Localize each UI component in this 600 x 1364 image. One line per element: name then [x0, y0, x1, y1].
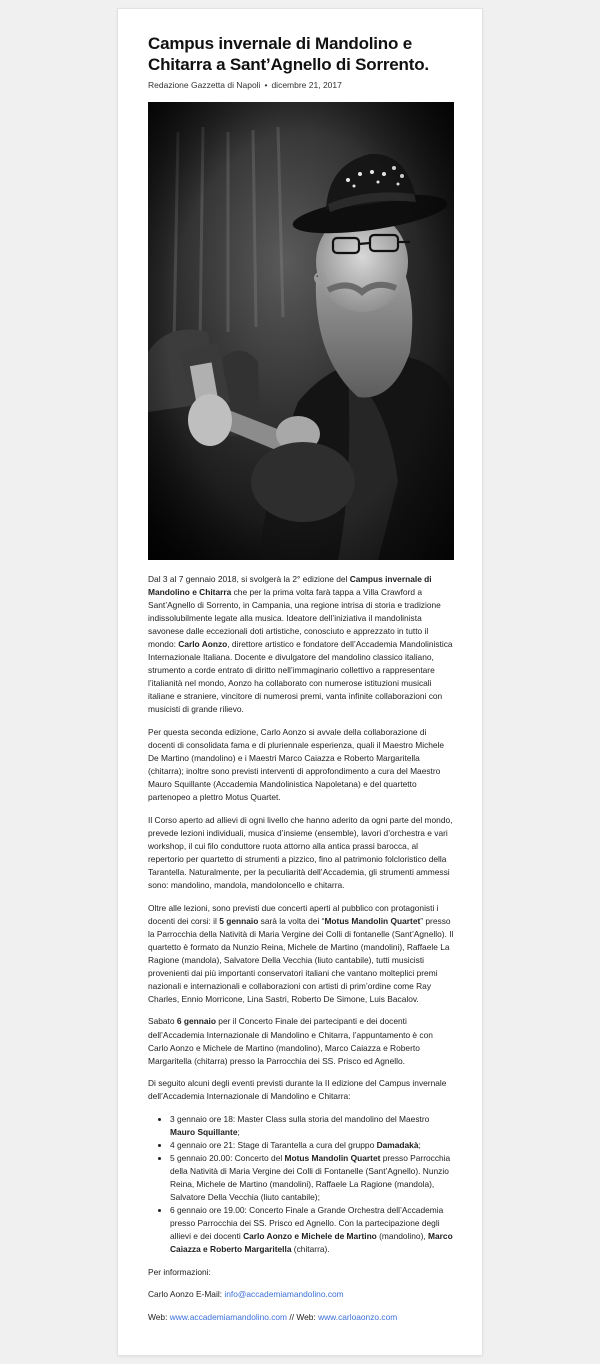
paragraph: Sabato 6 gennaio per il Concerto Finale dei partecipanti e dei docenti dell’Accademia Internazionale di Mandolino e Chitarra, l’appuntamento è con Carlo Aonzo e Michele de Martino (mandolino), Marco Caiazza e Roberto Margaritella (chitarra) presso la Parrocchia dei SS. Prisco ed Agnello.	[148, 1016, 433, 1066]
author-link[interactable]: Redazione Gazzetta di Napoli	[148, 80, 261, 90]
list-item: • 6 gennaio ore 19.00: Concerto Finale a Grande Orchestra dell’Accademia presso Parrocchia dei SS. Prisco ed Agnello. Con la partecipazione degli allievi e dei docenti Carlo Aonzo e Michele de Martino (mandolino), Marco Caiazza e Roberto Margaritella (chitarra).	[170, 1204, 454, 1256]
paragraph: Oltre alle lezioni, sono previsti due concerti aperti al pubblico con protagonisti i docenti dei corsi: il 5 gennaio sarà la volta dei “Motus Mandolin Quartet” presso la Parrocchia della Natività di Maria Vergine dei Colli di fontanelle (Sant’Agnello). Il quartetto è formato da Nunzio Reina, Michele de Martino (mandolini), Raffaele La Ragione (mandola), Salvatore Della Vecchia (liuto cantabile), tutti musicisti provenienti dai più importanti conservatori italiani che vantano molteplici premi nazionali e internazionali e collaborazioni con artisti di prim’ordine come Ray Charles, Ennio Morricone, Lina Sastri, Roberto De Simone, Luis Bacalov.	[148, 902, 454, 1004]
events-list	[148, 1113, 454, 1257]
contact-email-line: Carlo Aonzo E-Mail: info@accademiamandolino.com	[148, 1289, 344, 1300]
list-item: • 3 gennaio ore 18: Master Class sulla storia del mandolino del Maestro Mauro Squillante;	[170, 1113, 454, 1139]
article-title: Campus invernale di Mandolino e Chitarra a Sant’Agnello di Sorrento.	[148, 34, 429, 74]
article-card	[118, 9, 482, 1355]
paragraph: Di seguito alcuni degli eventi previsti durante la II edizione del Campus invernale dell’Accademia Internazionale di Mandolino e Chitarra:	[148, 1078, 447, 1102]
publish-date[interactable]: dicembre 21, 2017	[271, 80, 342, 90]
photo-musician-with-mandolin	[148, 102, 454, 560]
info-heading: Per informazioni:	[148, 1266, 211, 1277]
web-link-accademia[interactable]: www.accademiamandolino.com	[169, 1311, 288, 1322]
article-content	[148, 33, 454, 1333]
contact-web-line: Web: www.accademiamandolino.com // Web: www.carloaonzo.com	[148, 1311, 398, 1322]
paragraph: Per questa seconda edizione, Carlo Aonzo si avvale della collaborazione di docenti di consolidata fama e di pluriennale esperienza, quali il Maestro Michele De Martino (mandolino) e i Maestri Marco Caiazza e Roberto Margaritella (chitarra); inoltre sono previsti interventi di approfondimento a cura del Maestro Mauro Squillante (Accademia Mandolinistica Napoletana) e del quartetto partenopeo a plettro Motus Quartet.	[148, 727, 445, 803]
article-body	[148, 573, 454, 1324]
paragraph: Dal 3 al 7 gennaio 2018, si svolgerà la 2° edizione del Campus invernale di Mandolino e Chitarra che per la prima volta farà tappa a Villa Crawford a Sant’Agnello di Sorrento, in Campania, una regione intrisa di storia e tradizione indissolubilmente legate alla musica. Ideatore dell’iniziativa il mandolinista savonese dalle eccezionali doti artistiche, conosciuto e apprezzato in tutto il mondo: Carlo Aonzo, direttore artistico e fondatore dell’Accademia Mandolinistica Internazionale Italiana. Docente e divulgatore del mandolino classico italiano, strumento a corde entrato di diritto nell’immaginario collettivo a rappresentare l’italianità nel mondo, Aonzo ha collaborato con numerose istituzioni musicali italiane e straniere, vincitore di numerosi premi, vanta infinite collaborazioni con musicisti di grande rilievo.	[148, 574, 453, 715]
list-item: • 4 gennaio ore 21: Stage di Tarantella a cura del gruppo Damadakà;	[170, 1139, 454, 1152]
paragraph: Il Corso aperto ad allievi di ogni livello che hanno aderito da ogni parte del mondo, prevede lezioni individuali, musica d’insieme (ensemble), lavori d’orchestra e vari workshop, il cui filo conduttore ruota attorno alla antica prassi barocca, al repertorio per quartetto di strumenti a pizzico, fino al patrimonio folcloristico della Tarantella. Naturalmente, per la peculiarità dell’Accademia, gli strumenti ammessi sono: mandolino, mandola, mandoloncello e chitarra.	[148, 814, 453, 891]
email-link[interactable]: info@accademiamandolino.com	[224, 1289, 344, 1300]
web-link-carloaonzo[interactable]: www.carloaonzo.com	[318, 1311, 398, 1322]
list-item: • 5 gennaio 20.00: Concerto del Motus Mandolin Quartet presso Parrocchia della Natività di Maria Vergine dei Colli di Fontanelle (Sant’Agnello). Nunzio Reina, Michele de Martino (mandolini), Raffaele La Ragione (mandola), Salvatore Della Vecchia (liuto cantabile);	[170, 1152, 454, 1204]
meta-separator: •	[264, 80, 268, 90]
article-meta	[148, 80, 454, 90]
